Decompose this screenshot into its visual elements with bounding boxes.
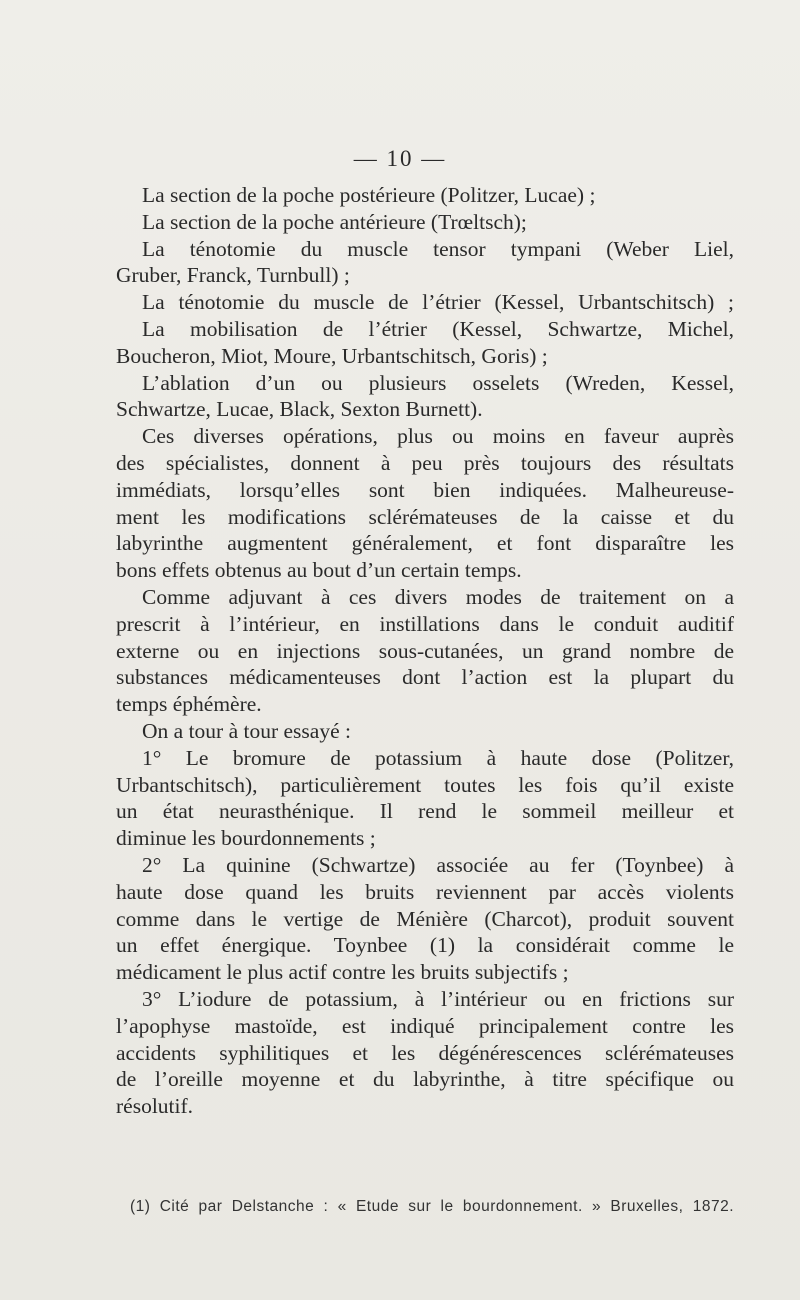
text-line: diminue les bourdonnements ; xyxy=(116,826,376,851)
text-line: Urbantschitsch), particulièrement toutes les fois qu’il existe xyxy=(116,772,734,797)
text-line: substances médicamenteuses dont l’action est la plupart du xyxy=(116,665,734,690)
text-line: résolutif. xyxy=(116,1094,194,1119)
text-line: La section de la poche postérieure (Politzer, Lucae) ; xyxy=(142,183,596,207)
text-line: Ces diverses opérations, plus ou moins en faveur auprès xyxy=(142,424,734,449)
text-line: La ténotomie du muscle de l’étrier (Kessel, Urbantschitsch) ; xyxy=(142,290,734,315)
text-line: un état neurasthénique. Il rend le sommeil meilleur et xyxy=(116,799,734,824)
text-line: Schwartze, Lucae, Black, Sexton Burnett). xyxy=(116,397,483,422)
text-line: prescrit à l’intérieur, en instillations dans le conduit auditif xyxy=(116,611,734,636)
text-line: L’ablation d’un ou plusieurs osselets (Wreden, Kessel, xyxy=(142,370,734,395)
text-line: de l’oreille moyenne et du labyrinthe, à titre spécifique ou xyxy=(116,1067,734,1092)
text-line: 1° Le bromure de potassium à haute dose (Politzer, xyxy=(142,745,734,770)
page-number: — 10 — xyxy=(353,146,447,171)
text-line: médicament le plus actif contre les bruits subjectifs ; xyxy=(116,960,569,985)
text-line: 3° L’iodure de potassium, à l’intérieur ou en frictions sur xyxy=(142,986,734,1011)
text-line: des spécialistes, donnent à peu près toujours des résultats xyxy=(116,450,734,475)
footnote: (1) Cité par Delstanche : « Etude sur le bourdonnement. » Bruxelles, 1872. xyxy=(130,1198,734,1215)
text-line: Gruber, Franck, Turnbull) ; xyxy=(116,263,350,288)
text-line: ment les modifications sclérémateuses de la caisse et du xyxy=(116,504,734,529)
text-line: comme dans le vertige de Ménière (Charcot), produit souvent xyxy=(116,906,734,931)
text-line: Boucheron, Miot, Moure, Urbantschitsch, Goris) ; xyxy=(116,343,548,368)
text-line: La mobilisation de l’étrier (Kessel, Schwartze, Michel, xyxy=(142,316,734,341)
text-line: externe ou en injections sous-cutanées, un grand nombre de xyxy=(116,638,734,663)
text-line: La ténotomie du muscle tensor tympani (Weber Liel, xyxy=(142,236,734,261)
text-line: La section de la poche antérieure (Trœltsch); xyxy=(142,209,527,234)
text-line: 2° La quinine (Schwartze) associée au fer (Toynbee) à xyxy=(142,852,734,877)
text-line: labyrinthe augmentent généralement, et font disparaître les xyxy=(116,531,734,556)
text-line: temps éphémère. xyxy=(116,692,262,717)
text-line: un effet énergique. Toynbee (1) la considérait comme le xyxy=(116,933,734,958)
text-line: immédiats, lorsqu’elles sont bien indiquées. Malheureuse- xyxy=(116,477,734,502)
text-line: On a tour à tour essayé : xyxy=(142,718,351,743)
text-line: l’apophyse mastoïde, est indiqué principalement contre les xyxy=(116,1013,734,1038)
text-line: accidents syphilitiques et les dégénérescences sclérémateuses xyxy=(116,1040,734,1065)
text-line: bons effets obtenus au bout d’un certain temps. xyxy=(116,558,522,583)
text-line: haute dose quand les bruits reviennent par accès violents xyxy=(116,879,734,904)
body-text xyxy=(116,182,734,1120)
text-line: Comme adjuvant à ces divers modes de traitement on a xyxy=(142,584,734,609)
